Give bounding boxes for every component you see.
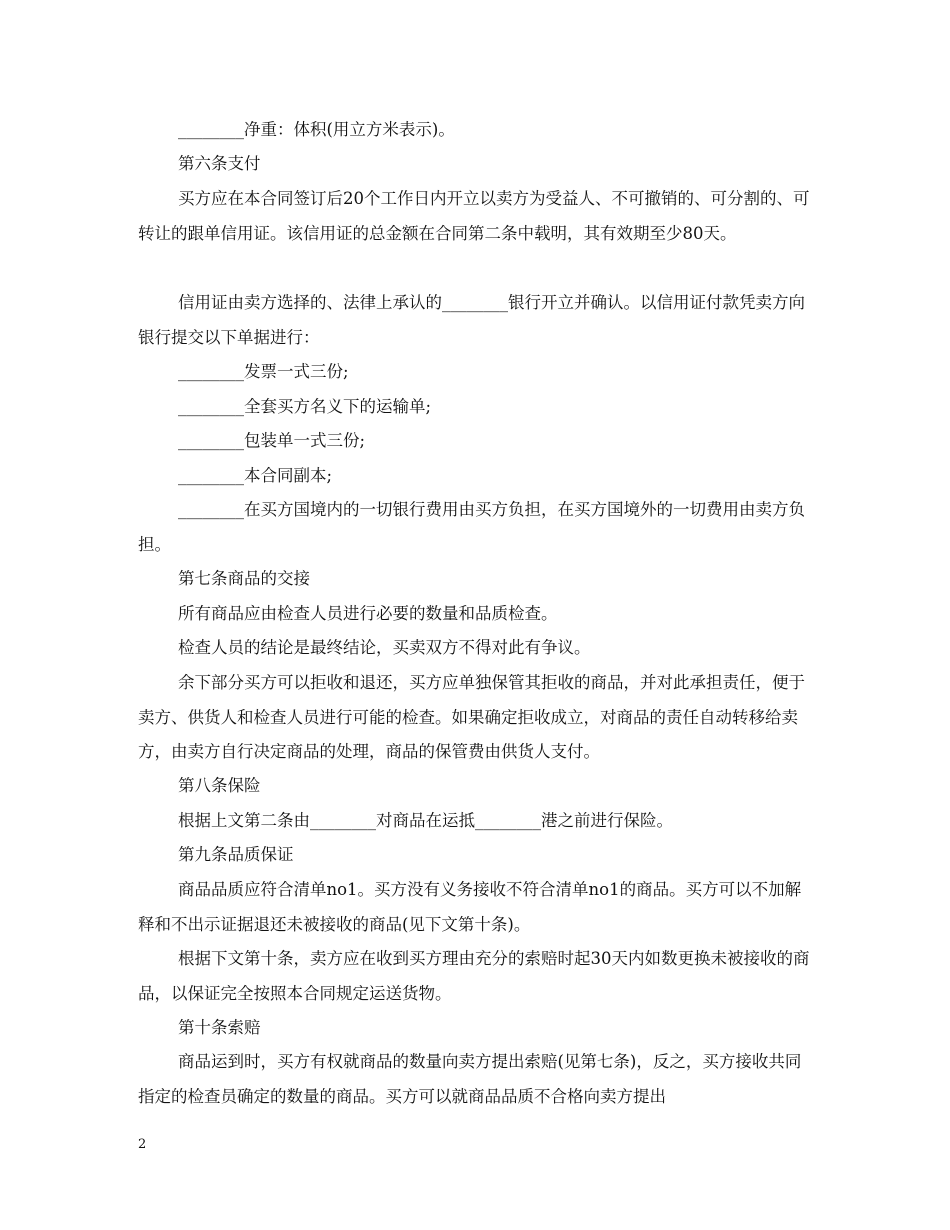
paragraph-rejection: 余下部分买方可以拒收和退还，买方应单独保管其拒收的商品，并对此承担责任，便于卖方、供货人和检查人员进行可能的检查。如果确定拒收成立，对商品的责任自动转移给卖方，由卖方自行决定商品的处理，商品的保管费由供货人支付。 — [138, 673, 805, 761]
heading-article-10: 第十条索赔 — [178, 1018, 261, 1037]
heading-article-9: 第九条品质保证 — [178, 845, 294, 864]
list-item-packing-list: ________包装单一式三份; — [178, 431, 366, 450]
heading-article-7: 第七条商品的交接 — [178, 569, 310, 588]
heading-article-6: 第六条支付 — [178, 154, 261, 173]
page-number: 2 — [138, 1137, 147, 1152]
paragraph-replacement: 根据下文第十条，卖方应在收到买方理由充分的索赔时起30天内如数更换未被接收的商品，以保证完全按照本合同规定运送货物。 — [138, 949, 810, 1003]
paragraph-claims: 商品运到时，买方有权就商品的数量向卖方提出索赔(见第七条)，反之，买方接收共同指定的检查员确定的数量的商品。买方可以就商品品质不合格向卖方提出 — [138, 1052, 802, 1106]
list-item-contract-copy: ________本合同副本; — [178, 466, 333, 485]
paragraph-issuing-bank: 信用证由卖方选择的、法律上承认的________银行开立并确认。以信用证付款凭卖方向银行提交以下单据进行： — [138, 293, 805, 347]
paragraph-letter-of-credit: 买方应在本合同签订后20个工作日内开立以卖方为受益人、不可撤销的、可分割的、可转让的跟单信用证。该信用证的总金额在合同第二条中载明，其有效期至少80天。 — [138, 189, 810, 243]
paragraph-bank-charges: ________在买方国境内的一切银行费用由买方负担，在买方国境外的一切费用由卖方负担。 — [138, 500, 805, 554]
heading-article-8: 第八条保险 — [178, 776, 261, 795]
paragraph-net-weight: ________净重：体积(用立方米表示)。 — [178, 120, 455, 139]
list-item-transport-documents: ________全套买方名义下的运输单; — [178, 397, 432, 416]
paragraph-insurance: 根据上文第二条由________对商品在运抵________港之前进行保险。 — [178, 811, 673, 830]
paragraph-quality: 商品品质应符合清单no1。买方没有义务接收不符合清单no1的商品。买方可以不加解释和不出示证据退还未被接收的商品(见下文第十条)。 — [138, 880, 802, 934]
paragraph-inspector-conclusion: 检查人员的结论是最终结论，买卖双方不得对此有争议。 — [178, 638, 591, 657]
paragraph-inspection: 所有商品应由检查人员进行必要的数量和品质检查。 — [178, 604, 558, 623]
list-item-invoice: ________发票一式三份; — [178, 362, 349, 381]
